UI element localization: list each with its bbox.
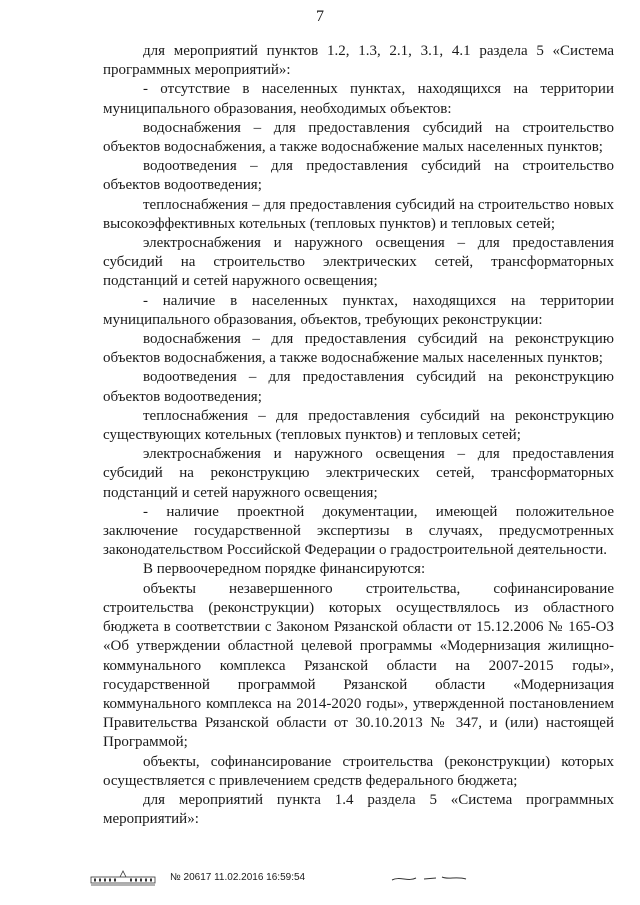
paragraph: - наличие в населенных пунктах, находящихся на территории муниципального образования, объектов, требующих реконструкции: xyxy=(103,292,614,328)
paragraph: для мероприятий пунктов 1.2, 1.3, 2.1, 3.1, 4.1 раздела 5 «Система программных мероприятий»: xyxy=(103,43,614,79)
page-number: 7 xyxy=(316,8,324,25)
paragraph: объекты, софинансирование строительства (реконструкции) которых осуществляется с привлечением средств федерального бюджета; xyxy=(103,753,614,789)
footer xyxy=(90,868,610,890)
paragraph: для мероприятий пункта 1.4 раздела 5 «Система программных мероприятий»: xyxy=(103,791,614,828)
paragraph: водоснабжения – для предоставления субсидий на строительство объектов водоснабжения, а также водоснабжение малых населенных пунктов; xyxy=(103,119,614,156)
document-body xyxy=(103,42,614,829)
paragraph: объекты незавершенного строительства, софинансирование строительства (реконструкции) которых осуществлялось из областного бюджета в соответствии с Законом Рязанской области от 15.12.2006 № 165-ОЗ «Об утверждении областной целевой программы «Модернизация жилищно-коммунального комплекса Рязанской области на 2007-2015 годы», государственной программой Рязанской области «Модернизация коммунального комплекса на 2014-2020 годы», утвержденной постановлением Правительства Рязанской области от 30.10.2013 № 347, и (или) настоящей Программой; xyxy=(103,580,614,751)
registry-stamp-icon xyxy=(90,868,156,888)
registration-number: № 20617 11.02.2016 16:59:54 xyxy=(170,872,306,883)
paragraph: электроснабжения и наружного освещения – для предоставления субсидий на строительство электрических сетей, трансформаторных подстанций и сетей наружного освещения; xyxy=(103,235,614,290)
paragraph: - отсутствие в населенных пунктах, находящихся на территории муниципального образования, необходимых объектов: xyxy=(103,81,614,117)
paragraph: теплоснабжения – для предоставления субсидий на строительство новых высокоэффективных котельных (тепловых пунктов) и тепловых сетей; xyxy=(103,196,614,232)
signature-scribble-icon xyxy=(390,868,470,886)
paragraph: В первоочередном порядке финансируются: xyxy=(143,561,426,578)
paragraph: электроснабжения и наружного освещения – для предоставления субсидий на реконструкцию электрических сетей, трансформаторных подстанций и сетей наружного освещения; xyxy=(103,446,614,501)
paragraph: водоотведения – для предоставления субсидий на реконструкцию объектов водоотведения; xyxy=(103,369,614,405)
paragraph: водоснабжения – для предоставления субсидий на реконструкцию объектов водоснабжения, а также водоснабжение малых населенных пунктов; xyxy=(103,331,614,367)
paragraph: теплоснабжения – для предоставления субсидий на реконструкцию существующих котельных (тепловых пунктов) и тепловых сетей; xyxy=(103,407,614,444)
paragraph: - наличие проектной документации, имеющей положительное заключение государственной экспертизы в случаях, предусмотренных законодательством Российской Федерации о градостроительной деятельности. xyxy=(103,503,614,559)
paragraph: водоотведения – для предоставления субсидий на строительство объектов водоотведения; xyxy=(103,158,614,194)
